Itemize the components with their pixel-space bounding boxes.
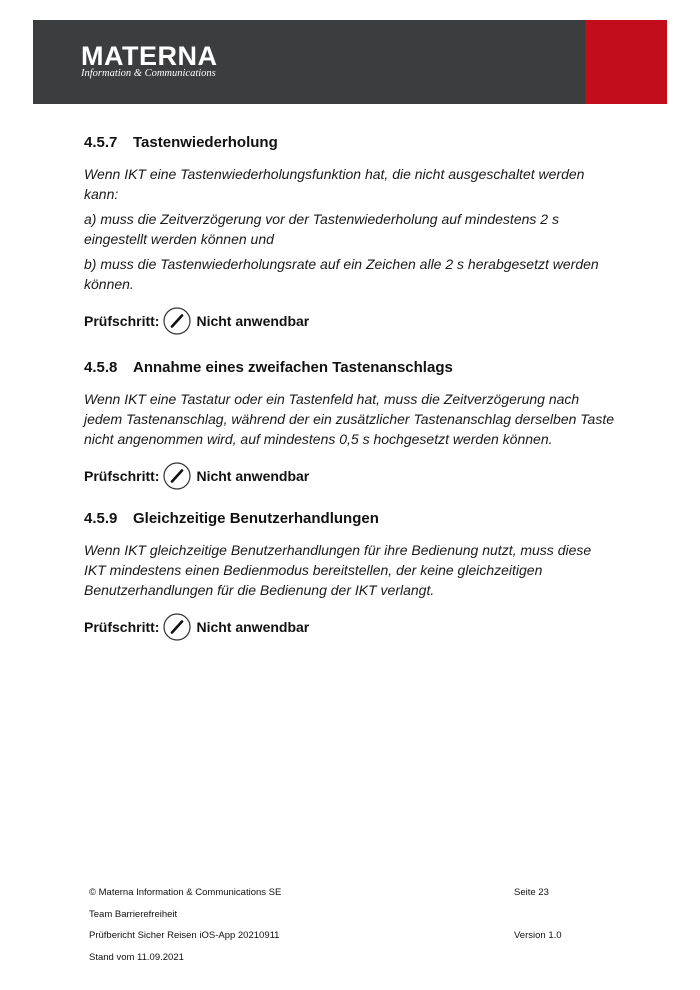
test-step-label: Prüfschritt: xyxy=(84,468,160,484)
pencil-circle-icon xyxy=(163,307,191,335)
test-step-result: Nicht anwendbar xyxy=(196,313,310,329)
test-step-label: Prüfschritt: xyxy=(84,619,160,635)
paragraph: a) muss die Zeitverzögerung vor der Tastenwiederholung auf mindestens 2 s eingestellt werden können und xyxy=(84,211,559,247)
logo-tagline: Information & Communications xyxy=(81,68,216,79)
footer-team: Team Barrierefreiheit xyxy=(89,909,178,920)
footer-page-number: Seite 23 xyxy=(514,887,549,898)
header-accent-block xyxy=(585,20,667,104)
footer-report-title: Prüfbericht Sicher Reisen iOS-App 20210911 xyxy=(89,930,280,941)
section-4-5-9 xyxy=(84,510,614,641)
test-step-row xyxy=(84,462,614,490)
pencil-circle-icon xyxy=(163,613,191,641)
section-number: 4.5.7 xyxy=(84,134,118,151)
section-number: 4.5.8 xyxy=(84,359,118,376)
paragraph: b) muss die Tastenwiederholungsrate auf ein Zeichen alle 2 s herabgesetzt werden können. xyxy=(84,256,599,292)
footer-date: Stand vom 11.09.2021 xyxy=(89,952,184,963)
paragraph: Wenn IKT eine Tastatur oder ein Tastenfeld hat, muss die Zeitverzögerung nach jedem Tastenanschlag, während der ein zusätzlicher Tastenanschlag derselben Taste nicht angenommen wird, auf mindestens 0,5 s hochgesetzt werden können. xyxy=(84,391,615,447)
section-title: Annahme eines zweifachen Tastenanschlags xyxy=(133,359,453,376)
section-title: Gleichzeitige Benutzerhandlungen xyxy=(133,510,379,527)
test-step-row xyxy=(84,613,614,641)
materna-logo: MATERNA xyxy=(81,41,218,71)
section-heading xyxy=(84,134,614,152)
pencil-circle-icon xyxy=(163,462,191,490)
section-title: Tastenwiederholung xyxy=(133,134,278,151)
test-step-row xyxy=(84,307,614,335)
section-4-5-7 xyxy=(84,134,614,335)
paragraph: Wenn IKT gleichzeitige Benutzerhandlungen für ihre Bedienung nutzt, muss diese IKT mindestens einen Bedienmodus bereitstellen, der keine gleichzeitigen Benutzerhandlungen für die Bedienung der IKT verlangt. xyxy=(84,542,592,598)
footer-copyright: © Materna Information & Communications SE xyxy=(89,887,282,898)
paragraph: Wenn IKT eine Tastenwiederholungsfunktion hat, die nicht ausgeschaltet werden kann: xyxy=(84,166,585,202)
section-heading xyxy=(84,359,614,377)
section-4-5-8 xyxy=(84,359,614,490)
test-step-result: Nicht anwendbar xyxy=(196,468,310,484)
test-step-label: Prüfschritt: xyxy=(84,313,160,329)
footer-version: Version 1.0 xyxy=(514,930,562,941)
section-number: 4.5.9 xyxy=(84,510,118,527)
test-step-result: Nicht anwendbar xyxy=(196,619,310,635)
section-heading xyxy=(84,510,614,528)
